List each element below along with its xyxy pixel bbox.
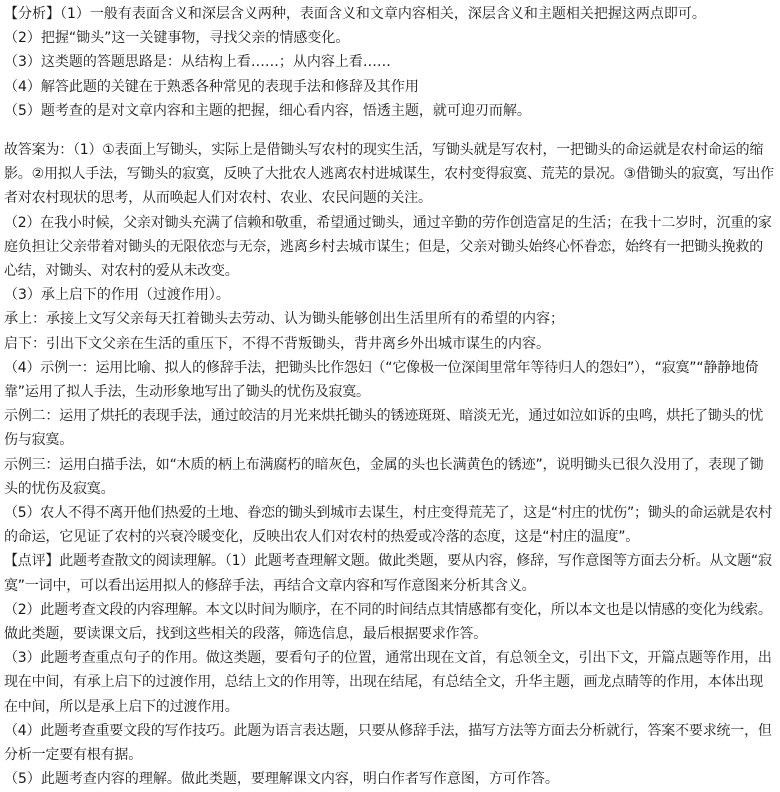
answer-part-5: （5）农人不得不离开他们热爱的土地、眷恋的锄头到城市去谋生，村庄变得荒芜了，这是“村庄的忧伤”；锄头的命运就是农村的命运，它见证了农村的兴衰冷暖变化，反映出农人们对农村的热爱或冷落的态度，这是“村庄的温度”。 (4, 505, 773, 546)
answer-part-4-example-3: 示例三：运用白描手法，如“木质的柄上布满腐朽的暗灰色，金属的头也长满黄色的锈迹”，说明锄头已很久没用了，表现了锄头的忧伤及寂寞。 (4, 456, 764, 497)
answer-part-1: 故答案为：（1）①表面上写锄头，实际上是借锄头写农村的现实生活，写锄头就是写农村，一把锄头的命运就是农村命运的缩影。②用拟人手法，写锄头的寂寞，反映了大批农人逃离农村进城谋生，农村变得寂寞、荒芜的景况。③借锄头的寂寞，写出作者对农村现状的思考，从而唤起人们对农村、农业、农民问题的关注。 (4, 142, 774, 207)
section-gap (4, 123, 776, 138)
comment-line-2: （2）此题考查文段的内容理解。本文以时间为顺序，在不同的时间结点其情感都有变化，所以本文也是以情感的变化为线索。做此类题，要读课文后，找到这些相关的段落，筛选信息，最后根据要求作答。 (4, 601, 772, 643)
comment-line-4: （4）此题考查重要文段的写作技巧。此题为语言表达题，只要从修辞手法，描写方法等方面去分析就行，答案不要求统一，但分析一定要有根有据。 (4, 722, 772, 764)
answer-part-4-example-1: （4）示例一：运用比喻、拟人的修辞手法，把锄头比作怨妇（“它像极一位深闺里常年等待归人的怨妇”），“寂寞”“静静地倚靠”运用了拟人手法，生动形象地写出了锄头的忧伤及寂寞。 (4, 359, 759, 401)
answer-part-3-qi-xia: 启下：引出下文父亲在生活的重压下，不得不背叛锄头，背井离乡外出城市谋生的内容。 (4, 335, 550, 352)
analysis-line-5: （5）题考查的是对文章内容和主题的把握，细心看内容，悟透主题，就可迎刃而解。 (4, 102, 531, 119)
answer-part-3-cheng-shang: 承上：承接上文写父亲每天扛着锄头去劳动、认为锄头能够创出生活里所有的希望的内容； (4, 311, 564, 328)
analysis-line-2: （2）把握“锄头”这一关键事物，寻找父亲的情感变化。 (4, 30, 350, 47)
answer-part-3: （3）承上启下的作用（过渡作用）。 (4, 287, 230, 304)
answer-part-4-example-2: 示例二：运用了烘托的表现手法，通过皎洁的月光来烘托锄头的锈迹斑斑、暗淡无光，通过如泣如诉的虫鸣，烘托了锄头的忧伤与寂寞。 (4, 408, 763, 449)
comment-line-3: （3）此题考查重点句子的作用。做这类题，要看句子的位置，通常出现在文首，有总领全文，引出下文，开篇点题等作用，出现在中间，有承上启下的过渡作用，总结上文的作用等，出现在结尾，有总结全文，升华主题，画龙点睛等的作用，本体出现在中间，所以是承上启下的过渡作用。 (4, 650, 772, 715)
comment-line-1: 【点评】此题考查散文的阅读理解。（1）此题考查理解文题。做此类题，要从内容，修辞，写作意图等方面去分析。从文题“寂寞”一词中，可以看出运用拟人的修辞手法，再结合文章内容和写作意图来分析其含义。 (4, 553, 772, 594)
analysis-line-3: （3）这类题的答题思路是：从结构上看……；从内容上看…… (4, 54, 391, 71)
analysis-line-4: （4）解答此题的关键在于熟悉各种常见的表现手法和修辞及其作用 (4, 78, 419, 95)
comment-line-5: （5）此题考查内容的理解。做此类题，要理解课文内容，明白作者写作意图，方可作答。 (4, 771, 559, 788)
analysis-line-1: 【分析】（1）一般有表面含义和深层含义两种，表面含义和文章内容相关，深层含义和主题相关把握这两点即可。 (4, 6, 706, 22)
answer-part-2: （2）在我小时候，父亲对锄头充满了信赖和敬重，希望通过锄头，通过辛勤的劳作创造富足的生活；在我十二岁时，沉重的家庭负担让父亲带着对锄头的无限依恋与无奈，逃离乡村去城市谋生；但是，父亲对锄头始终心怀眷恋，始终有一把锄头挽救的心结，对锄头、对农村的爱从未改变。 (4, 214, 772, 280)
